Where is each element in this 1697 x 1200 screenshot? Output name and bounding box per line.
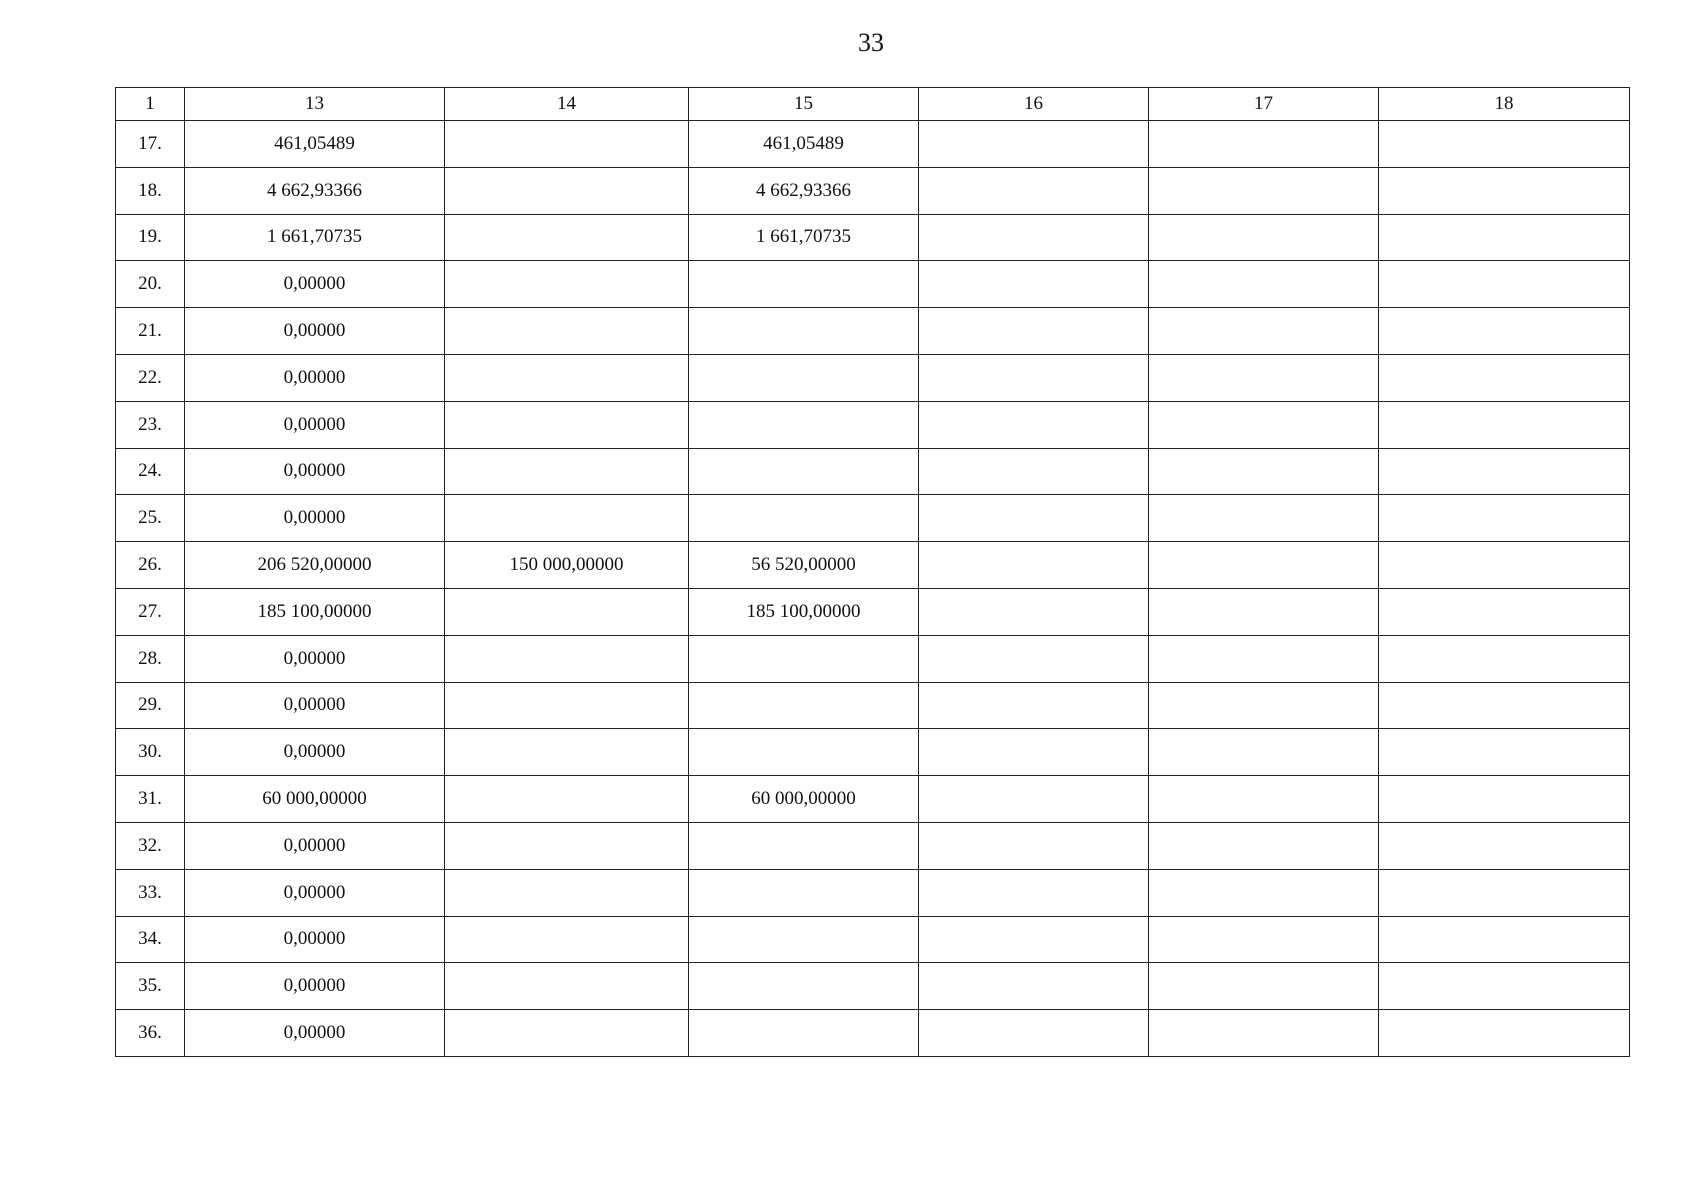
table-cell	[1379, 214, 1630, 261]
table-cell	[1379, 354, 1630, 401]
table-cell	[919, 776, 1149, 823]
table-cell: 0,00000	[185, 401, 445, 448]
table-cell	[689, 401, 919, 448]
table-row	[116, 729, 1630, 776]
table-row	[116, 776, 1630, 823]
table-cell: 0,00000	[185, 729, 445, 776]
table-cell: 185 100,00000	[689, 588, 919, 635]
table-row	[116, 214, 1630, 261]
table-cell	[445, 869, 689, 916]
table-cell	[919, 916, 1149, 963]
table-cell: 461,05489	[689, 121, 919, 168]
table-cell	[445, 214, 689, 261]
table-cell	[919, 448, 1149, 495]
table-cell: 0,00000	[185, 869, 445, 916]
table-cell	[919, 354, 1149, 401]
table-cell	[689, 916, 919, 963]
table-cell	[1379, 448, 1630, 495]
row-number-cell: 26.	[116, 542, 185, 589]
table-row	[116, 822, 1630, 869]
table-cell	[689, 261, 919, 308]
table-cell	[445, 635, 689, 682]
table-cell	[1149, 542, 1379, 589]
table-cell	[919, 729, 1149, 776]
column-header: 18	[1379, 88, 1630, 121]
table-cell: 56 520,00000	[689, 542, 919, 589]
table-cell	[1149, 1010, 1379, 1057]
table-cell: 0,00000	[185, 354, 445, 401]
table-cell	[919, 635, 1149, 682]
table-cell	[1149, 682, 1379, 729]
table-cell	[445, 682, 689, 729]
table-cell	[1379, 1010, 1630, 1057]
header-row	[116, 88, 1630, 121]
table-row	[116, 635, 1630, 682]
table-cell	[1149, 916, 1379, 963]
row-number-cell: 36.	[116, 1010, 185, 1057]
row-number-cell: 28.	[116, 635, 185, 682]
table-cell	[445, 167, 689, 214]
table-cell	[689, 635, 919, 682]
table-cell	[1149, 729, 1379, 776]
table-row	[116, 261, 1630, 308]
row-number-cell: 32.	[116, 822, 185, 869]
table-cell	[1149, 121, 1379, 168]
table-row	[116, 308, 1630, 355]
table-row	[116, 121, 1630, 168]
row-number-cell: 27.	[116, 588, 185, 635]
row-number-cell: 31.	[116, 776, 185, 823]
table-row	[116, 354, 1630, 401]
table-cell	[445, 121, 689, 168]
table-cell	[445, 354, 689, 401]
table-cell	[919, 542, 1149, 589]
table-cell	[1379, 167, 1630, 214]
data-table	[115, 87, 1630, 1057]
column-header: 14	[445, 88, 689, 121]
row-number-cell: 23.	[116, 401, 185, 448]
table-cell	[1149, 308, 1379, 355]
table-cell: 0,00000	[185, 448, 445, 495]
column-header: 1	[116, 88, 185, 121]
table-cell	[1379, 822, 1630, 869]
column-header: 13	[185, 88, 445, 121]
column-header: 15	[689, 88, 919, 121]
table-cell	[689, 682, 919, 729]
table-body	[116, 121, 1630, 1057]
table-cell	[1149, 588, 1379, 635]
table-cell	[919, 495, 1149, 542]
table-cell	[919, 214, 1149, 261]
table-cell	[1379, 635, 1630, 682]
table-cell	[1379, 963, 1630, 1010]
table-cell	[1149, 963, 1379, 1010]
table-cell	[1379, 682, 1630, 729]
row-number-cell: 24.	[116, 448, 185, 495]
table-cell	[919, 963, 1149, 1010]
table-cell: 0,00000	[185, 635, 445, 682]
table-row	[116, 869, 1630, 916]
table-cell: 0,00000	[185, 261, 445, 308]
table-cell: 0,00000	[185, 916, 445, 963]
table-cell: 185 100,00000	[185, 588, 445, 635]
table-cell: 4 662,93366	[689, 167, 919, 214]
row-number-cell: 33.	[116, 869, 185, 916]
table-cell	[445, 729, 689, 776]
table-cell	[445, 308, 689, 355]
row-number-cell: 22.	[116, 354, 185, 401]
table-cell	[1149, 214, 1379, 261]
table-cell	[1379, 121, 1630, 168]
row-number-cell: 35.	[116, 963, 185, 1010]
table-cell	[1379, 588, 1630, 635]
table-cell	[689, 869, 919, 916]
table-row	[116, 448, 1630, 495]
table-cell	[445, 1010, 689, 1057]
table-cell: 150 000,00000	[445, 542, 689, 589]
table-cell	[689, 495, 919, 542]
table-cell	[1149, 495, 1379, 542]
table-cell	[1379, 542, 1630, 589]
table-cell: 1 661,70735	[185, 214, 445, 261]
row-number-cell: 17.	[116, 121, 185, 168]
table-cell	[919, 261, 1149, 308]
page-number: 33	[858, 28, 884, 57]
table-cell	[919, 121, 1149, 168]
table-cell	[1379, 916, 1630, 963]
table-cell	[1149, 401, 1379, 448]
table-cell	[689, 963, 919, 1010]
table-cell	[445, 776, 689, 823]
table-cell	[445, 916, 689, 963]
row-number-cell: 20.	[116, 261, 185, 308]
table-cell	[1379, 308, 1630, 355]
table-cell	[1379, 401, 1630, 448]
table-cell	[919, 822, 1149, 869]
table-cell	[445, 963, 689, 1010]
table-cell: 0,00000	[185, 822, 445, 869]
table-cell: 0,00000	[185, 495, 445, 542]
table-cell	[445, 495, 689, 542]
table-cell	[1149, 167, 1379, 214]
table-cell	[445, 822, 689, 869]
row-number-cell: 25.	[116, 495, 185, 542]
table-cell	[919, 1010, 1149, 1057]
table-cell	[689, 1010, 919, 1057]
row-number-cell: 21.	[116, 308, 185, 355]
table-row	[116, 495, 1630, 542]
table-cell	[1149, 261, 1379, 308]
column-header: 16	[919, 88, 1149, 121]
table-cell	[445, 261, 689, 308]
table-cell	[1379, 495, 1630, 542]
table-cell	[445, 401, 689, 448]
table-cell	[1149, 448, 1379, 495]
table-cell	[689, 308, 919, 355]
table-cell	[689, 448, 919, 495]
table-cell	[1379, 729, 1630, 776]
table-cell: 206 520,00000	[185, 542, 445, 589]
table-row	[116, 682, 1630, 729]
table-cell: 0,00000	[185, 682, 445, 729]
table-cell	[445, 588, 689, 635]
table-cell	[919, 401, 1149, 448]
table-row	[116, 542, 1630, 589]
table-cell	[1379, 869, 1630, 916]
row-number-cell: 29.	[116, 682, 185, 729]
row-number-cell: 18.	[116, 167, 185, 214]
table-row	[116, 963, 1630, 1010]
table-row	[116, 401, 1630, 448]
row-number-cell: 19.	[116, 214, 185, 261]
table-cell	[1379, 776, 1630, 823]
table-cell	[1149, 776, 1379, 823]
column-header: 17	[1149, 88, 1379, 121]
table-cell: 0,00000	[185, 1010, 445, 1057]
table-cell	[445, 448, 689, 495]
table-cell	[919, 167, 1149, 214]
table-row	[116, 167, 1630, 214]
row-number-cell: 34.	[116, 916, 185, 963]
table-cell	[689, 822, 919, 869]
table-cell: 60 000,00000	[185, 776, 445, 823]
table-cell	[1379, 261, 1630, 308]
table-cell: 4 662,93366	[185, 167, 445, 214]
table-cell	[919, 869, 1149, 916]
table-cell	[919, 308, 1149, 355]
table-cell	[689, 729, 919, 776]
table-cell: 60 000,00000	[689, 776, 919, 823]
table-cell: 0,00000	[185, 963, 445, 1010]
table-cell: 461,05489	[185, 121, 445, 168]
table-row	[116, 916, 1630, 963]
row-number-cell: 30.	[116, 729, 185, 776]
table-cell	[1149, 354, 1379, 401]
table-cell	[919, 682, 1149, 729]
table-header	[116, 88, 1630, 121]
table-cell	[1149, 635, 1379, 682]
table-cell: 0,00000	[185, 308, 445, 355]
table-row	[116, 1010, 1630, 1057]
table-row	[116, 588, 1630, 635]
table-cell	[919, 588, 1149, 635]
table-cell	[1149, 822, 1379, 869]
table-cell: 1 661,70735	[689, 214, 919, 261]
table-cell	[689, 354, 919, 401]
table-cell	[1149, 869, 1379, 916]
